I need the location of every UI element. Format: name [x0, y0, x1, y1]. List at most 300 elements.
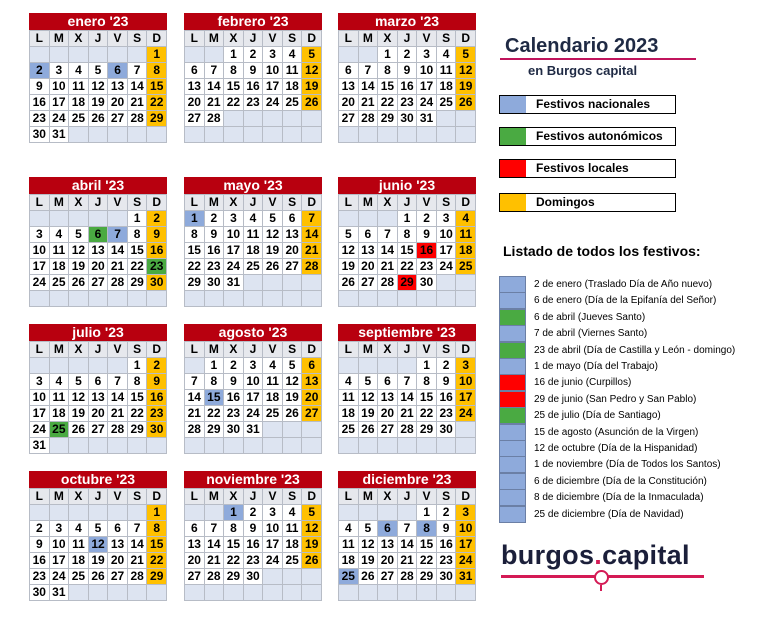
- day-cell: 3: [30, 227, 50, 243]
- weekday-header: V: [417, 31, 437, 47]
- day-cell: 21: [398, 553, 418, 569]
- weekday-header: S: [128, 195, 148, 211]
- day-cell: 12: [339, 243, 359, 259]
- day-cell: 10: [224, 227, 244, 243]
- day-cell: 4: [339, 521, 359, 537]
- day-cell: 14: [185, 390, 205, 406]
- empty-cell: [108, 47, 128, 63]
- day-cell: 7: [398, 521, 418, 537]
- day-cell: 6: [185, 521, 205, 537]
- day-cell: 17: [244, 390, 264, 406]
- day-cell: 3: [50, 521, 70, 537]
- day-cell: 23: [205, 259, 225, 275]
- weekday-header: V: [108, 342, 128, 358]
- holiday-item: 12 de octubre (Día de la Hispanidad): [534, 443, 698, 454]
- empty-cell: [359, 291, 379, 307]
- holiday-swatch: [499, 358, 526, 375]
- month-title: marzo '23: [338, 13, 476, 30]
- day-cell: 27: [378, 422, 398, 438]
- day-cell: 15: [398, 243, 418, 259]
- day-cell: 12: [359, 390, 379, 406]
- month-grid: [338, 194, 476, 307]
- empty-cell: [263, 275, 283, 291]
- day-cell: 21: [378, 259, 398, 275]
- holiday-swatch: [499, 309, 526, 326]
- day-cell: 23: [398, 95, 418, 111]
- empty-cell: [417, 438, 437, 454]
- empty-cell: [108, 127, 128, 143]
- day-cell: 23: [244, 95, 264, 111]
- day-cell: 27: [302, 406, 322, 422]
- weekday-header: M: [359, 489, 379, 505]
- holiday-swatch: [499, 276, 526, 293]
- day-cell: 7: [398, 374, 418, 390]
- legend-label: Festivos nacionales: [536, 97, 651, 111]
- month-title: agosto '23: [184, 324, 322, 341]
- empty-cell: [417, 585, 437, 601]
- empty-cell: [456, 422, 476, 438]
- logo-text-1: burgos: [501, 540, 595, 570]
- day-cell: 28: [185, 422, 205, 438]
- day-cell: 9: [417, 227, 437, 243]
- weekday-header: M: [359, 31, 379, 47]
- month-9: [29, 471, 167, 601]
- empty-cell: [128, 127, 148, 143]
- holiday-item: 25 de julio (Día de Santiago): [534, 410, 661, 422]
- legend-autonomicos: [499, 127, 676, 146]
- day-cell: 6: [185, 63, 205, 79]
- empty-cell: [283, 111, 303, 127]
- day-cell: 1: [147, 47, 167, 63]
- day-cell: 23: [147, 406, 167, 422]
- day-cell: 3: [224, 211, 244, 227]
- legend-label: Festivos locales: [536, 161, 629, 175]
- weekday-header: J: [398, 342, 418, 358]
- weekday-header: S: [437, 31, 457, 47]
- weekday-header: S: [437, 342, 457, 358]
- day-cell: 1: [224, 505, 244, 521]
- day-cell: 9: [224, 374, 244, 390]
- empty-cell: [244, 585, 264, 601]
- day-cell: 28: [378, 275, 398, 291]
- day-cell: 17: [437, 243, 457, 259]
- day-cell: 14: [108, 243, 128, 259]
- day-cell: 17: [456, 537, 476, 553]
- day-cell: 26: [359, 569, 379, 585]
- day-cell: 5: [69, 227, 89, 243]
- day-cell: 21: [205, 553, 225, 569]
- day-cell: 22: [147, 553, 167, 569]
- day-cell: 21: [108, 406, 128, 422]
- day-cell: 8: [378, 63, 398, 79]
- empty-cell: [244, 111, 264, 127]
- day-cell: 16: [30, 95, 50, 111]
- month-grid: [29, 194, 167, 307]
- weekday-header: J: [89, 195, 109, 211]
- empty-cell: [339, 438, 359, 454]
- day-cell: 25: [437, 95, 457, 111]
- day-cell: 28: [398, 422, 418, 438]
- weekday-header: D: [302, 31, 322, 47]
- day-cell: 26: [69, 422, 89, 438]
- day-cell: 4: [283, 505, 303, 521]
- day-cell: 18: [339, 553, 359, 569]
- day-cell: 4: [339, 374, 359, 390]
- day-cell: 26: [89, 569, 109, 585]
- empty-cell: [398, 438, 418, 454]
- day-cell: 11: [283, 521, 303, 537]
- day-cell: 31: [30, 438, 50, 454]
- day-cell: 10: [30, 243, 50, 259]
- month-title: enero '23: [29, 13, 167, 30]
- weekday-header: M: [205, 489, 225, 505]
- day-cell: 4: [283, 47, 303, 63]
- day-cell: 22: [185, 259, 205, 275]
- day-cell: 24: [417, 95, 437, 111]
- empty-cell: [378, 127, 398, 143]
- day-cell: 5: [263, 211, 283, 227]
- legend-swatch: [500, 96, 526, 113]
- month-3: [29, 177, 167, 307]
- legend-domingos: [499, 193, 676, 212]
- day-cell: 15: [417, 390, 437, 406]
- day-cell: 9: [30, 79, 50, 95]
- day-cell: 11: [69, 537, 89, 553]
- weekday-header: J: [89, 31, 109, 47]
- day-cell: 14: [359, 79, 379, 95]
- empty-cell: [339, 358, 359, 374]
- month-grid: [338, 341, 476, 454]
- day-cell: 8: [185, 227, 205, 243]
- holiday-item: 6 de diciembre (Día de la Constitución): [534, 475, 707, 487]
- weekday-header: V: [263, 489, 283, 505]
- weekday-header: X: [224, 31, 244, 47]
- day-cell: 14: [205, 79, 225, 95]
- empty-cell: [89, 505, 109, 521]
- empty-cell: [359, 211, 379, 227]
- day-cell: 2: [437, 358, 457, 374]
- empty-cell: [147, 585, 167, 601]
- weekday-header: L: [185, 342, 205, 358]
- day-cell: 25: [69, 111, 89, 127]
- empty-cell: [224, 127, 244, 143]
- day-cell: 28: [128, 569, 148, 585]
- day-cell: 5: [69, 374, 89, 390]
- day-cell: 7: [185, 374, 205, 390]
- empty-cell: [50, 47, 70, 63]
- day-cell: 6: [302, 358, 322, 374]
- day-cell: 19: [302, 79, 322, 95]
- legend-swatch: [500, 194, 526, 211]
- day-cell: 15: [378, 79, 398, 95]
- empty-cell: [89, 47, 109, 63]
- day-cell: 16: [224, 390, 244, 406]
- day-cell: 29: [128, 422, 148, 438]
- day-cell: 17: [263, 537, 283, 553]
- day-cell: 27: [89, 422, 109, 438]
- empty-cell: [437, 275, 457, 291]
- day-cell: 23: [244, 553, 264, 569]
- day-cell: 22: [128, 259, 148, 275]
- day-cell: 1: [128, 211, 148, 227]
- month-grid: [338, 30, 476, 143]
- day-cell: 28: [205, 111, 225, 127]
- day-cell: 6: [108, 63, 128, 79]
- day-cell: 21: [108, 259, 128, 275]
- day-cell: 7: [205, 63, 225, 79]
- month-grid: [338, 488, 476, 601]
- empty-cell: [224, 585, 244, 601]
- empty-cell: [50, 438, 70, 454]
- month-title: septiembre '23: [338, 324, 476, 341]
- weekday-header: V: [263, 31, 283, 47]
- day-cell: 23: [417, 259, 437, 275]
- day-cell: 19: [456, 79, 476, 95]
- empty-cell: [359, 358, 379, 374]
- day-cell: 31: [417, 111, 437, 127]
- empty-cell: [108, 505, 128, 521]
- day-cell: 25: [263, 406, 283, 422]
- holiday-swatch: [499, 506, 526, 523]
- day-cell: 7: [108, 227, 128, 243]
- day-cell: 20: [378, 553, 398, 569]
- day-cell: 21: [205, 95, 225, 111]
- day-cell: 22: [147, 95, 167, 111]
- day-cell: 8: [205, 374, 225, 390]
- day-cell: 29: [378, 111, 398, 127]
- day-cell: 17: [224, 243, 244, 259]
- day-cell: 22: [417, 553, 437, 569]
- empty-cell: [378, 585, 398, 601]
- empty-cell: [30, 47, 50, 63]
- weekday-header: D: [456, 489, 476, 505]
- day-cell: 30: [398, 111, 418, 127]
- empty-cell: [283, 291, 303, 307]
- day-cell: 23: [30, 111, 50, 127]
- weekday-header: M: [50, 31, 70, 47]
- weekday-header: X: [224, 195, 244, 211]
- day-cell: 2: [205, 211, 225, 227]
- empty-cell: [69, 505, 89, 521]
- empty-cell: [185, 505, 205, 521]
- empty-cell: [89, 438, 109, 454]
- day-cell: 10: [456, 374, 476, 390]
- weekday-header: J: [398, 489, 418, 505]
- day-cell: 14: [302, 227, 322, 243]
- day-cell: 16: [417, 243, 437, 259]
- day-cell: 31: [50, 127, 70, 143]
- day-cell: 26: [89, 111, 109, 127]
- empty-cell: [437, 111, 457, 127]
- day-cell: 29: [147, 569, 167, 585]
- empty-cell: [50, 291, 70, 307]
- day-cell: 5: [339, 227, 359, 243]
- weekday-header: L: [30, 31, 50, 47]
- weekday-header: M: [50, 195, 70, 211]
- day-cell: 1: [417, 505, 437, 521]
- day-cell: 3: [244, 358, 264, 374]
- month-1: [184, 13, 322, 143]
- empty-cell: [128, 291, 148, 307]
- empty-cell: [205, 438, 225, 454]
- legend-label: Festivos autonómicos: [536, 129, 663, 143]
- legend-label: Domingos: [536, 195, 595, 209]
- day-cell: 7: [378, 227, 398, 243]
- holiday-item: 6 de abril (Jueves Santo): [534, 311, 646, 323]
- empty-cell: [437, 585, 457, 601]
- month-grid: [184, 488, 322, 601]
- day-cell: 26: [302, 553, 322, 569]
- page-subtitle: en Burgos capital: [528, 63, 638, 78]
- day-cell: 13: [185, 537, 205, 553]
- empty-cell: [283, 438, 303, 454]
- day-cell: 12: [69, 390, 89, 406]
- day-cell: 21: [128, 553, 148, 569]
- day-cell: 3: [263, 505, 283, 521]
- weekday-header: X: [69, 31, 89, 47]
- weekday-header: D: [147, 31, 167, 47]
- empty-cell: [185, 291, 205, 307]
- day-cell: 30: [205, 275, 225, 291]
- empty-cell: [283, 422, 303, 438]
- empty-cell: [50, 505, 70, 521]
- day-cell: 17: [50, 553, 70, 569]
- day-cell: 18: [283, 537, 303, 553]
- weekday-header: D: [147, 489, 167, 505]
- day-cell: 19: [359, 406, 379, 422]
- weekday-header: L: [185, 489, 205, 505]
- empty-cell: [69, 438, 89, 454]
- day-cell: 8: [147, 521, 167, 537]
- month-grid: [184, 194, 322, 307]
- month-title: mayo '23: [184, 177, 322, 194]
- empty-cell: [89, 585, 109, 601]
- day-cell: 26: [302, 95, 322, 111]
- day-cell: 2: [30, 521, 50, 537]
- empty-cell: [359, 438, 379, 454]
- day-cell: 9: [30, 537, 50, 553]
- empty-cell: [224, 438, 244, 454]
- day-cell: 20: [185, 553, 205, 569]
- holiday-swatch: [499, 342, 526, 359]
- day-cell: 17: [263, 79, 283, 95]
- weekday-header: M: [50, 489, 70, 505]
- empty-cell: [108, 211, 128, 227]
- day-cell: 7: [359, 63, 379, 79]
- day-cell: 13: [89, 390, 109, 406]
- day-cell: 1: [205, 358, 225, 374]
- empty-cell: [244, 291, 264, 307]
- day-cell: 19: [359, 553, 379, 569]
- day-cell: 15: [128, 390, 148, 406]
- day-cell: 22: [224, 553, 244, 569]
- day-cell: 5: [302, 47, 322, 63]
- day-cell: 30: [417, 275, 437, 291]
- day-cell: 26: [359, 422, 379, 438]
- day-cell: 22: [417, 406, 437, 422]
- day-cell: 20: [359, 259, 379, 275]
- logo-text-2: capital: [602, 540, 690, 570]
- empty-cell: [185, 438, 205, 454]
- weekday-header: D: [456, 195, 476, 211]
- empty-cell: [398, 127, 418, 143]
- empty-cell: [437, 438, 457, 454]
- day-cell: 4: [69, 63, 89, 79]
- weekday-header: L: [30, 195, 50, 211]
- holiday-swatch: [499, 440, 526, 457]
- legend-swatch: [500, 160, 526, 177]
- day-cell: 10: [417, 63, 437, 79]
- logo: [501, 540, 690, 571]
- day-cell: 4: [456, 211, 476, 227]
- day-cell: 24: [263, 553, 283, 569]
- day-cell: 7: [128, 521, 148, 537]
- day-cell: 8: [417, 374, 437, 390]
- day-cell: 13: [108, 537, 128, 553]
- weekday-header: M: [50, 342, 70, 358]
- empty-cell: [128, 47, 148, 63]
- weekday-header: V: [263, 342, 283, 358]
- month-5: [338, 177, 476, 307]
- empty-cell: [339, 211, 359, 227]
- day-cell: 15: [147, 537, 167, 553]
- weekday-header: V: [417, 195, 437, 211]
- day-cell: 28: [205, 569, 225, 585]
- day-cell: 24: [244, 406, 264, 422]
- day-cell: 9: [244, 521, 264, 537]
- day-cell: 7: [108, 374, 128, 390]
- empty-cell: [378, 505, 398, 521]
- day-cell: 6: [89, 374, 109, 390]
- empty-cell: [378, 211, 398, 227]
- empty-cell: [359, 585, 379, 601]
- empty-cell: [283, 127, 303, 143]
- day-cell: 26: [456, 95, 476, 111]
- weekday-header: X: [378, 31, 398, 47]
- empty-cell: [224, 291, 244, 307]
- day-cell: 6: [378, 521, 398, 537]
- day-cell: 23: [224, 406, 244, 422]
- day-cell: 8: [224, 63, 244, 79]
- day-cell: 18: [437, 79, 457, 95]
- day-cell: 22: [398, 259, 418, 275]
- day-cell: 19: [89, 553, 109, 569]
- day-cell: 25: [456, 259, 476, 275]
- empty-cell: [263, 111, 283, 127]
- day-cell: 4: [50, 227, 70, 243]
- day-cell: 10: [263, 63, 283, 79]
- weekday-header: D: [456, 31, 476, 47]
- day-cell: 19: [69, 259, 89, 275]
- weekday-header: J: [244, 31, 264, 47]
- day-cell: 29: [128, 275, 148, 291]
- day-cell: 16: [244, 79, 264, 95]
- empty-cell: [50, 211, 70, 227]
- day-cell: 8: [224, 521, 244, 537]
- empty-cell: [205, 291, 225, 307]
- day-cell: 4: [69, 521, 89, 537]
- weekday-header: V: [417, 489, 437, 505]
- day-cell: 21: [185, 406, 205, 422]
- empty-cell: [283, 585, 303, 601]
- empty-cell: [302, 569, 322, 585]
- empty-cell: [30, 358, 50, 374]
- day-cell: 17: [456, 390, 476, 406]
- day-cell: 13: [108, 79, 128, 95]
- day-cell: 24: [437, 259, 457, 275]
- holiday-item: 16 de junio (Curpillos): [534, 377, 632, 389]
- empty-cell: [89, 211, 109, 227]
